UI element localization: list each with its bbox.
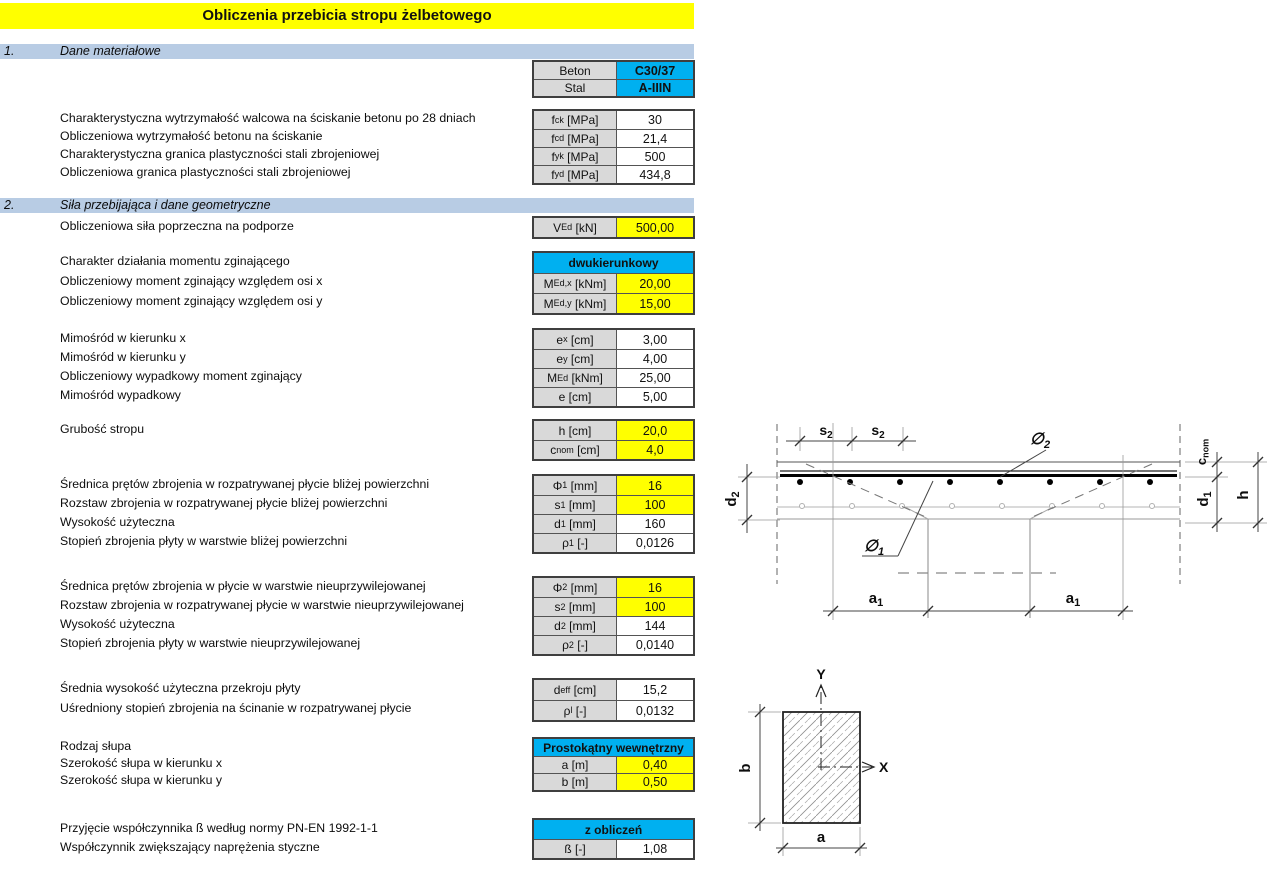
row-description: Charakterystyczna granica plastyczności stali zbrojeniowej (60, 147, 380, 161)
slab-thickness-label-cell: c nom [cm] (534, 441, 617, 459)
eccentricity-value-cell[interactable]: 5,00 (617, 388, 693, 406)
table-block-slab-thickness (532, 419, 695, 461)
table-block-layer1 (532, 474, 695, 554)
dimension-a1 (823, 590, 1133, 616)
svg-text:a1: $a_1$ (868, 590, 884, 609)
eccentricity-label-cell: M Ed [kNm] (534, 369, 617, 387)
row-description: Średnica prętów zbrojenia w rozpatrywanej płycie bliżej powierzchni (60, 476, 430, 491)
layer1-row (534, 495, 693, 514)
layer2-value-cell[interactable]: 100 (617, 598, 693, 616)
section-2-band (0, 198, 694, 213)
column-type-value-cell[interactable]: 0,50 (617, 774, 693, 790)
eccentricity-value-cell[interactable]: 3,00 (617, 330, 693, 349)
row-description: Przyjęcie współczynnika ß według normy PN-EN 1992-1-1 (60, 820, 378, 835)
layer2-row (534, 616, 693, 635)
beta-row (534, 839, 693, 858)
svg-text:cnom: cnom (1194, 438, 1211, 466)
svg-text:a1: $a_1$ (1065, 590, 1081, 609)
layer1-value-cell[interactable]: 16 (617, 476, 693, 495)
row-description: Mimośród w kierunku y (60, 349, 186, 364)
averaged-label-cell: ρ l [-] (534, 701, 617, 720)
moment-value-cell[interactable]: 20,00 (617, 274, 693, 293)
eccentricity-row (534, 387, 693, 406)
row-description: Rozstaw zbrojenia w rozpatrywanej płycie bliżej powierzchni (60, 495, 388, 510)
averaged-row (534, 680, 693, 700)
row-description: Stopień zbrojenia płyty w warstwie bliżej powierzchni (60, 533, 348, 548)
svg-text:∅2: $\emptyset_2$ (1030, 431, 1051, 451)
row-description: Wysokość użyteczna (60, 514, 175, 529)
punching-cone-left (806, 464, 928, 518)
svg-text:d1: $d_1$ (1195, 491, 1214, 507)
slab-thickness-row (534, 440, 693, 459)
layer2-label-cell: ρ 2 [-] (534, 636, 617, 654)
layer2-row (534, 597, 693, 616)
material-value-cell[interactable]: A-IIIN (617, 80, 693, 96)
moment-label-cell: M Ed,y [kNm] (534, 294, 617, 313)
averaged-value-cell[interactable]: 15,2 (617, 680, 693, 700)
strength-value-cell[interactable]: 21,4 (617, 130, 693, 147)
row-description: Obliczeniowy moment zginający względem osi x (60, 274, 323, 288)
averaged-label-cell: d eff [cm] (534, 680, 617, 700)
svg-text:Y: Y (816, 666, 826, 682)
eccentricity-row (534, 349, 693, 368)
shear-force-label-cell: V Ed [kN] (534, 218, 617, 237)
strength-value-cell[interactable]: 434,8 (617, 166, 693, 183)
moment-label-cell: M Ed,x [kNm] (534, 274, 617, 293)
layer1-row (534, 476, 693, 495)
sheet-title: Obliczenia przebicia stropu żelbetowego (0, 3, 694, 29)
table-block-shear-force (532, 216, 695, 239)
eccentricity-row (534, 368, 693, 387)
layer2-value-cell[interactable]: 144 (617, 617, 693, 635)
layer2-label-cell: d 2 [mm] (534, 617, 617, 635)
section-number: 2. (4, 198, 15, 212)
strength-row (534, 129, 693, 147)
material-value-cell[interactable]: C30/37 (617, 62, 693, 79)
strength-label-cell: f ck [MPa] (534, 111, 617, 129)
section-1-band (0, 44, 694, 59)
material-row (534, 62, 693, 79)
column-outline (898, 507, 1056, 618)
slab-section-drawing (713, 398, 1280, 638)
dimension-a (776, 827, 867, 856)
layer2-value-cell[interactable]: 16 (617, 578, 693, 597)
beta-value-cell[interactable]: 1,08 (617, 840, 693, 858)
beta-selector-cell[interactable]: z obliczeń (534, 820, 693, 839)
layer1-value-cell[interactable]: 0,0126 (617, 534, 693, 552)
row-description: Szerokość słupa w kierunku x (60, 755, 222, 770)
row-description: Obliczeniowy wypadkowy moment zginający (60, 368, 302, 383)
strength-row (534, 147, 693, 165)
column-section-drawing (715, 653, 935, 871)
row-description: Charakterystyczna wytrzymałość walcowa na ściskanie betonu po 28 dniach (60, 111, 476, 125)
dimension-right-group (1185, 439, 1267, 532)
material-label-cell: Beton (534, 62, 617, 79)
table-block-averaged (532, 678, 695, 722)
slab-thickness-label-cell: h [cm] (534, 421, 617, 440)
layer2-label-cell: Φ 2 [mm] (534, 578, 617, 597)
row-description: Stopień zbrojenia płyty w warstwie nieuprzywilejowanej (60, 635, 361, 650)
eccentricity-label-cell: e [cm] (534, 388, 617, 406)
row-description: Obliczeniowa siła poprzeczna na podporze (60, 218, 294, 233)
eccentricity-label-cell: e y [cm] (534, 350, 617, 368)
strength-label-cell: f yd [MPa] (534, 166, 617, 183)
slab-thickness-row (534, 421, 693, 440)
strength-row (534, 111, 693, 129)
row-description: Obliczeniowy moment zginający względem osi y (60, 294, 323, 308)
row-description: Charakter działania momentu zginającego (60, 254, 290, 268)
table-block-material (532, 60, 695, 98)
layer1-row (534, 533, 693, 552)
eccentricity-label-cell: e x [cm] (534, 330, 617, 349)
averaged-value-cell[interactable]: 0,0132 (617, 701, 693, 720)
moment-row (534, 253, 693, 273)
beta-label-cell: ß [-] (534, 840, 617, 858)
layer1-row (534, 514, 693, 533)
svg-text:∅1: $\emptyset_1$ (864, 538, 885, 558)
layer2-row (534, 578, 693, 597)
row-description: Rozstaw zbrojenia w rozpatrywanej płycie w warstwie nieuprzywilejowanej (60, 597, 464, 612)
table-block-moment (532, 251, 695, 315)
shear-force-row (534, 218, 693, 237)
material-label-cell: Stal (534, 80, 617, 96)
row-description: Uśredniony stopień zbrojenia na ścinanie w rozpatrywanej płycie (60, 701, 412, 715)
row-description: Współczynnik zwiększający naprężenia styczne (60, 839, 320, 854)
section-number: 1. (4, 44, 15, 58)
svg-text:h: h (1235, 490, 1252, 500)
beta-row (534, 820, 693, 839)
row-description: Średnia wysokość użyteczna przekroju płyty (60, 681, 301, 695)
svg-text:X: X (879, 759, 889, 775)
row-description: Rodzaj słupa (60, 738, 132, 753)
moment-row (534, 293, 693, 313)
column-type-label-cell: b [m] (534, 774, 617, 790)
layer1-value-cell[interactable]: 160 (617, 515, 693, 533)
moment-value-cell[interactable]: 15,00 (617, 294, 693, 313)
table-block-strength (532, 109, 695, 185)
strength-value-cell[interactable]: 30 (617, 111, 693, 129)
strength-label-cell: f yk [MPa] (534, 148, 617, 165)
averaged-row (534, 700, 693, 720)
bar-diameter-labels (862, 431, 1050, 558)
row-description: Wysokość użyteczna (60, 616, 175, 631)
strength-value-cell[interactable]: 500 (617, 148, 693, 165)
table-block-layer2 (532, 576, 695, 656)
layer1-label-cell: s 1 [mm] (534, 496, 617, 514)
table-block-eccentricity (532, 328, 695, 408)
section-title: Dane materiałowe (60, 44, 161, 58)
dimension-b (737, 704, 781, 831)
layer1-value-cell[interactable]: 100 (617, 496, 693, 514)
row-description: Grubość stropu (60, 421, 145, 436)
column-type-label-cell: a [m] (534, 757, 617, 773)
strength-row (534, 165, 693, 183)
svg-text:s2: $s_2$ (871, 422, 885, 441)
svg-text:b: b (737, 763, 754, 773)
table-block-column-type (532, 737, 695, 792)
row-description: Średnica prętów zbrojenia w płycie w warstwie nieuprzywilejowanej (60, 578, 426, 593)
layer2-label-cell: s 2 [mm] (534, 598, 617, 616)
lower-rebar-circles (800, 504, 1155, 509)
row-description: Szerokość słupa w kierunku y (60, 772, 222, 787)
row-description: Mimośród wypadkowy (60, 387, 181, 402)
material-row (534, 79, 693, 96)
row-description: Obliczeniowa granica plastyczności stali zbrojeniowej (60, 165, 351, 179)
layer1-label-cell: ρ 1 [-] (534, 534, 617, 552)
section-title: Siła przebijająca i dane geometryczne (60, 198, 271, 212)
svg-text:a: a (816, 829, 826, 846)
layer1-label-cell: Φ 1 [mm] (534, 476, 617, 495)
layer2-row (534, 635, 693, 654)
moment-row (534, 273, 693, 293)
svg-text:d2: $d_2$ (723, 491, 742, 507)
moment-selector-cell[interactable]: dwukierunkowy (534, 253, 693, 273)
row-description: Obliczeniowa wytrzymałość betonu na ściskanie (60, 129, 323, 143)
slab-thickness-value-cell[interactable]: 4,0 (617, 441, 693, 459)
table-block-beta (532, 818, 695, 860)
dimension-s2 (786, 422, 916, 451)
strength-label-cell: f cd [MPa] (534, 130, 617, 147)
shear-force-value-cell[interactable]: 500,00 (617, 218, 693, 237)
eccentricity-value-cell[interactable]: 25,00 (617, 369, 693, 387)
eccentricity-value-cell[interactable]: 4,00 (617, 350, 693, 368)
dimension-d2 (723, 464, 780, 533)
column-type-row (534, 756, 693, 773)
row-description: Mimośród w kierunku x (60, 330, 186, 345)
layer2-value-cell[interactable]: 0,0140 (617, 636, 693, 654)
column-type-row (534, 739, 693, 756)
column-type-row (534, 773, 693, 790)
column-type-selector-cell[interactable]: Prostokątny wewnętrzny (534, 739, 693, 756)
column-type-value-cell[interactable]: 0,40 (617, 757, 693, 773)
punching-cone-right (1030, 464, 1152, 518)
layer1-label-cell: d 1 [mm] (534, 515, 617, 533)
eccentricity-row (534, 330, 693, 349)
svg-text:s2: $s_2$ (819, 422, 833, 441)
slab-thickness-value-cell[interactable]: 20,0 (617, 421, 693, 440)
